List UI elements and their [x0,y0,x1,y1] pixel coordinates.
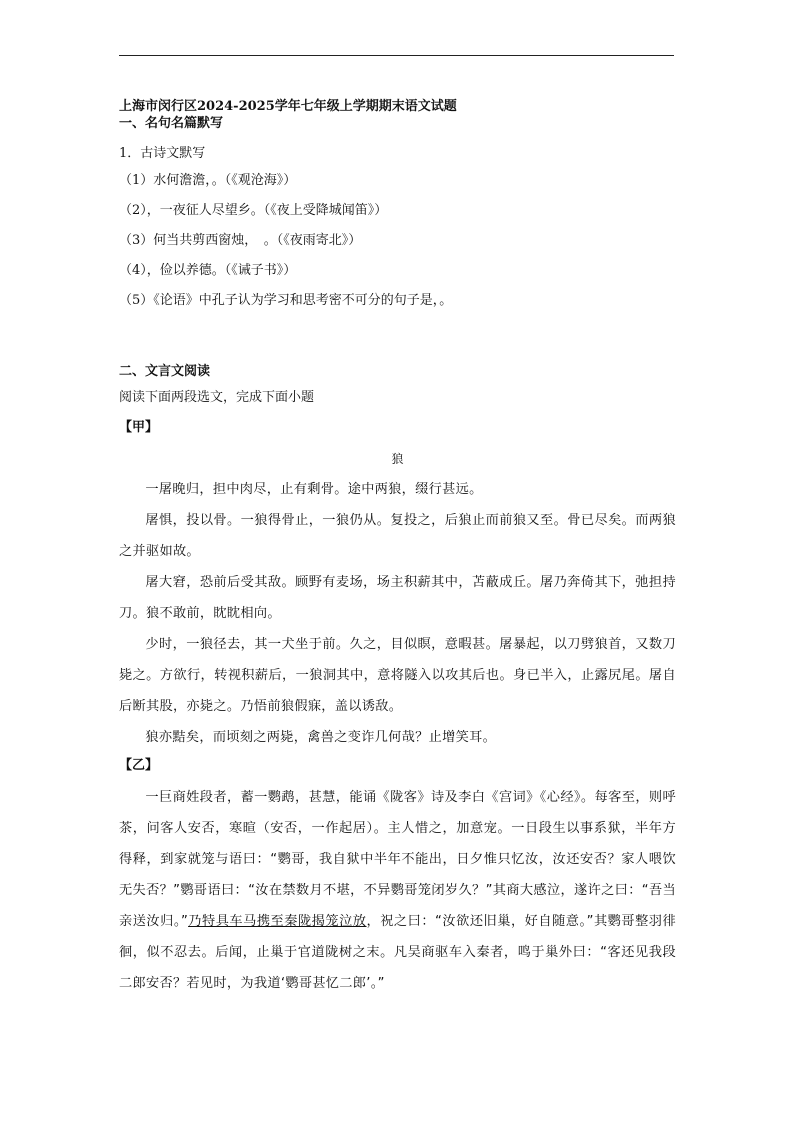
section-1-heading: 一、名句名篇默写 [119,116,224,131]
yi-text-after: ，祝之曰：“汝欲还旧巢，好自随意。”其鹦哥整羽徘徊，似不忍去。后闻，止巢于官道陇树之末。凡吴商驱车入秦者，鸣于巢外曰：“客还见我段二郎安否？若见时，为我道‘鹦哥甚忆二郎’。” [119,914,676,991]
jia-paragraph-3: 屠大窘，恐前后受其敌。顾野有麦场，场主积薪其中，苫蔽成丘。屠乃奔倚其下，弛担持刀。狼不敢前，眈眈相向。 [119,575,676,621]
passage-jia-title: 狼 [391,452,404,466]
passage-jia-label: 【甲】 [119,420,159,435]
dictation-item-4: （4），俭以养德。（《诫子书》） [119,263,297,278]
passage-yi-label: 【乙】 [119,758,159,773]
jia-paragraph-2: 屠惧，投以骨。一狼得骨止，一狼仍从。复投之，后狼止而前狼又至。骨已尽矣。而两狼之并驱如故。 [119,513,676,559]
jia-paragraph-4: 少时，一狼径去，其一犬坐于前。久之，目似瞑，意暇甚。屠暴起，以刀劈狼首，又数刀毙之。方欲行，转视积薪后，一狼洞其中，意将隧入以攻其后也。身已半入，止露尻尾。屠自后断其股，亦毙之。乃悟前狼假寐，盖以诱敌。 [119,637,676,714]
dictation-item-2: （2），一夜征人尽望乡。（《夜上受降城闻笛》） [119,203,388,218]
dictation-list [119,166,676,316]
jia-paragraph-5: 狼亦黠矣，而顷刻之两毙，禽兽之变诈几何哉？止增笑耳。 [145,730,497,745]
passage-yi [119,782,676,999]
reading-instruction: 阅读下面两段选文，完成下面小题 [119,390,315,405]
section-2-heading: 二、文言文阅读 [119,364,211,379]
dictation-item-3: （3）何当共剪西窗烛， 。（《夜雨寄北》） [119,233,362,248]
dictation-item-1: （1）水何澹澹，。（《观沧海》） [119,173,297,188]
yi-text-before: 一巨商姓段者，蓄一鹦鹉，甚慧，能诵《陇客》诗及李白《宫词》《心经》。每客至，则呼茶，问客人安否，寒暄（安否，一作起居）。主人惜之，加意宠。一日段生以事系狱，半年方得释，到家就笼与语曰：“鹦哥，我自狱中半年不能出，日夕惟只忆汝，汝还安否？家人喂饮无失否？”鹦哥语曰：“汝在禁数月不堪，不异鹦哥笼闭岁久？”其商大感泣，遂许之曰：“吾当亲送汝归。” [119,790,676,929]
dictation-item-5: （5）《论语》中孔子认为学习和思考密不可分的句子是，。 [119,293,453,308]
passage-jia [119,474,676,753]
jia-paragraph-1: 一屠晚归，担中肉尽，止有剩骨。途中两狼，缀行甚远。 [145,482,483,497]
header-rule [119,55,674,56]
document-title: 上海市闵行区2024-2025学年七年级上学期期末语文试题 [119,99,457,114]
yi-underlined-sentence: 乃特具车马携至秦陇揭笼泣放 [188,914,367,929]
document-body [119,98,676,999]
question-1-label: 1．古诗文默写 [119,146,206,161]
